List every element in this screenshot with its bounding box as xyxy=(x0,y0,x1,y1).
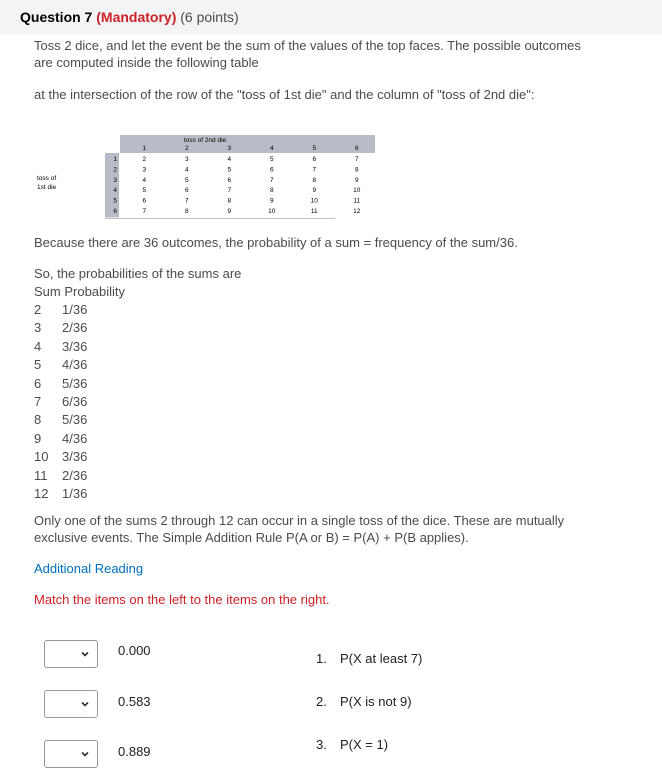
probability-value: 6/36 xyxy=(62,394,88,410)
table-cell: 12 xyxy=(353,208,361,215)
sum-value: 5 xyxy=(34,357,42,373)
probability-value: 4/36 xyxy=(62,357,88,373)
probability-value: 3/36 xyxy=(62,338,88,354)
table-cell: 2 xyxy=(142,156,147,163)
table-cell: 8 xyxy=(312,176,317,184)
row-number: 4 xyxy=(113,187,117,195)
points-label: (6 points) xyxy=(180,9,239,25)
right-item-text: P(X = 1) xyxy=(340,737,389,752)
probability-value: 4/36 xyxy=(62,430,88,446)
row-header-label-line2: 1st die xyxy=(37,184,57,191)
table-cell: 8 xyxy=(354,166,359,174)
column-number: 6 xyxy=(354,145,359,152)
table-cell: 10 xyxy=(310,197,318,205)
table-cell: 6 xyxy=(269,166,274,174)
sum-value: 3 xyxy=(34,320,42,336)
table-cell: 11 xyxy=(353,197,361,205)
row-number: 6 xyxy=(113,208,117,215)
table-cell: 7 xyxy=(142,208,147,215)
right-item-3 xyxy=(316,737,388,752)
probability-value: 5/36 xyxy=(62,375,88,391)
table-cell: 6 xyxy=(184,187,189,195)
sum-value: 11 xyxy=(34,467,48,483)
probability-value: 3/36 xyxy=(62,449,88,465)
mutually-exclusive-text: Only one of the sums 2 through 12 can occur in a single toss of the dice. These are mutually exclusive events. The Simple Addition Rule P(A or B) = P(A) + P(B applies). xyxy=(34,513,565,545)
sum-row xyxy=(34,448,87,466)
probability-value: 2/36 xyxy=(62,320,88,336)
dice-sum-table xyxy=(35,133,361,217)
sum-value: 2 xyxy=(34,302,42,317)
sum-row xyxy=(34,319,87,337)
sum-value: 7 xyxy=(34,394,42,410)
question-number: Question 7 xyxy=(20,9,93,25)
probability-value: 1/36 xyxy=(62,302,88,317)
table-cell: 4 xyxy=(142,176,147,184)
table-cell: 8 xyxy=(227,197,232,205)
table-cell: 6 xyxy=(312,156,317,163)
sum-value: 12 xyxy=(34,486,49,502)
sum-row xyxy=(34,467,87,485)
sum-value: 8 xyxy=(34,412,42,428)
left-item-1: 0.000 xyxy=(118,643,151,658)
sum-row xyxy=(34,375,87,393)
sum-value: 6 xyxy=(34,375,42,391)
column-number: 5 xyxy=(312,145,317,152)
table-column-header-band xyxy=(120,135,375,153)
table-cell: 8 xyxy=(184,208,189,215)
table-cell: 5 xyxy=(184,176,189,184)
probability-value: 1/36 xyxy=(62,486,88,502)
table-cell: 7 xyxy=(269,176,274,184)
column-number: 4 xyxy=(269,145,274,152)
left-item-3: 0.889 xyxy=(118,744,151,759)
sum-probability-list xyxy=(34,301,87,503)
sum-value: 9 xyxy=(34,430,42,446)
intro-text: Toss 2 dice, and let the event be the sum of the values of the top faces. The possible outcomes are computed inside the following table xyxy=(34,38,581,70)
table-cell: 5 xyxy=(269,156,274,163)
table-cell: 9 xyxy=(227,208,232,215)
table-cell: 7 xyxy=(354,156,359,163)
sum-row xyxy=(34,393,87,411)
intersection-text: at the intersection of the row of the "toss of 1st die" and the column of "toss of 2nd die": xyxy=(34,87,535,102)
sum-value: 10 xyxy=(34,449,49,465)
right-item-number: 3. xyxy=(316,737,327,752)
row-number: 3 xyxy=(113,176,117,184)
match-select-3[interactable] xyxy=(44,740,98,768)
probability-value: 2/36 xyxy=(62,467,88,483)
table-cell: 3 xyxy=(142,166,147,174)
table-cell: 4 xyxy=(227,156,232,163)
outcomes-text: Because there are 36 outcomes, the probability of a sum = frequency of the sum/36. xyxy=(34,235,518,250)
chevron-down-icon xyxy=(79,648,91,660)
table-cell: 9 xyxy=(312,187,317,195)
sum-row xyxy=(34,485,87,503)
table-cell: 5 xyxy=(227,166,232,174)
row-number: 2 xyxy=(113,166,117,174)
table-cell: 8 xyxy=(269,187,274,195)
row-number: 5 xyxy=(113,197,117,205)
right-item-1 xyxy=(316,651,422,666)
column-number: 2 xyxy=(184,145,189,152)
mandatory-label: (Mandatory) xyxy=(96,9,177,25)
table-cell: 9 xyxy=(269,197,274,205)
table-cell: 4 xyxy=(184,166,189,174)
sum-row xyxy=(34,411,87,429)
row-header-label-line1: toss of xyxy=(37,175,57,182)
column-header-label: toss of 2nd die xyxy=(183,137,227,144)
left-item-2: 0.583 xyxy=(118,694,151,709)
probability-value: 5/36 xyxy=(62,412,88,428)
chevron-down-icon xyxy=(79,748,91,760)
column-number: 1 xyxy=(142,145,147,152)
right-item-number: 2. xyxy=(316,694,327,709)
sum-row xyxy=(34,301,87,319)
sum-row xyxy=(34,430,87,448)
dice-table-svg xyxy=(35,133,361,217)
right-item-text: P(X is not 9) xyxy=(340,694,412,709)
sum-row xyxy=(34,338,87,356)
table-cell: 11 xyxy=(310,208,318,215)
table-cell: 7 xyxy=(312,166,317,174)
table-cell: 6 xyxy=(227,176,232,184)
additional-reading-link[interactable]: Additional Reading xyxy=(34,561,144,576)
table-cell: 7 xyxy=(184,197,189,205)
table-cell: 3 xyxy=(184,156,189,163)
question-header xyxy=(0,0,662,34)
sum-row xyxy=(34,356,87,374)
column-number: 3 xyxy=(227,145,232,152)
table-cell: 9 xyxy=(354,176,359,184)
sum-value: 4 xyxy=(34,338,42,354)
table-cell: 6 xyxy=(142,197,147,205)
table-cell: 7 xyxy=(227,187,232,195)
match-instruction: Match the items on the left to the items on the right. xyxy=(34,592,330,607)
chevron-down-icon xyxy=(79,698,91,710)
match-select-2[interactable] xyxy=(44,690,98,718)
match-select-1[interactable] xyxy=(44,640,98,668)
table-cell: 10 xyxy=(353,187,361,195)
probabilities-intro: So, the probabilities of the sums are xyxy=(34,266,242,281)
right-item-text: P(X at least 7) xyxy=(340,651,423,666)
right-item-2 xyxy=(316,694,412,709)
row-number: 1 xyxy=(113,156,117,163)
right-item-number: 1. xyxy=(316,651,327,666)
table-cell: 10 xyxy=(268,208,276,215)
table-cell: 5 xyxy=(142,187,147,195)
sum-probability-header: Sum Probability xyxy=(34,284,126,299)
question-title xyxy=(20,9,239,25)
